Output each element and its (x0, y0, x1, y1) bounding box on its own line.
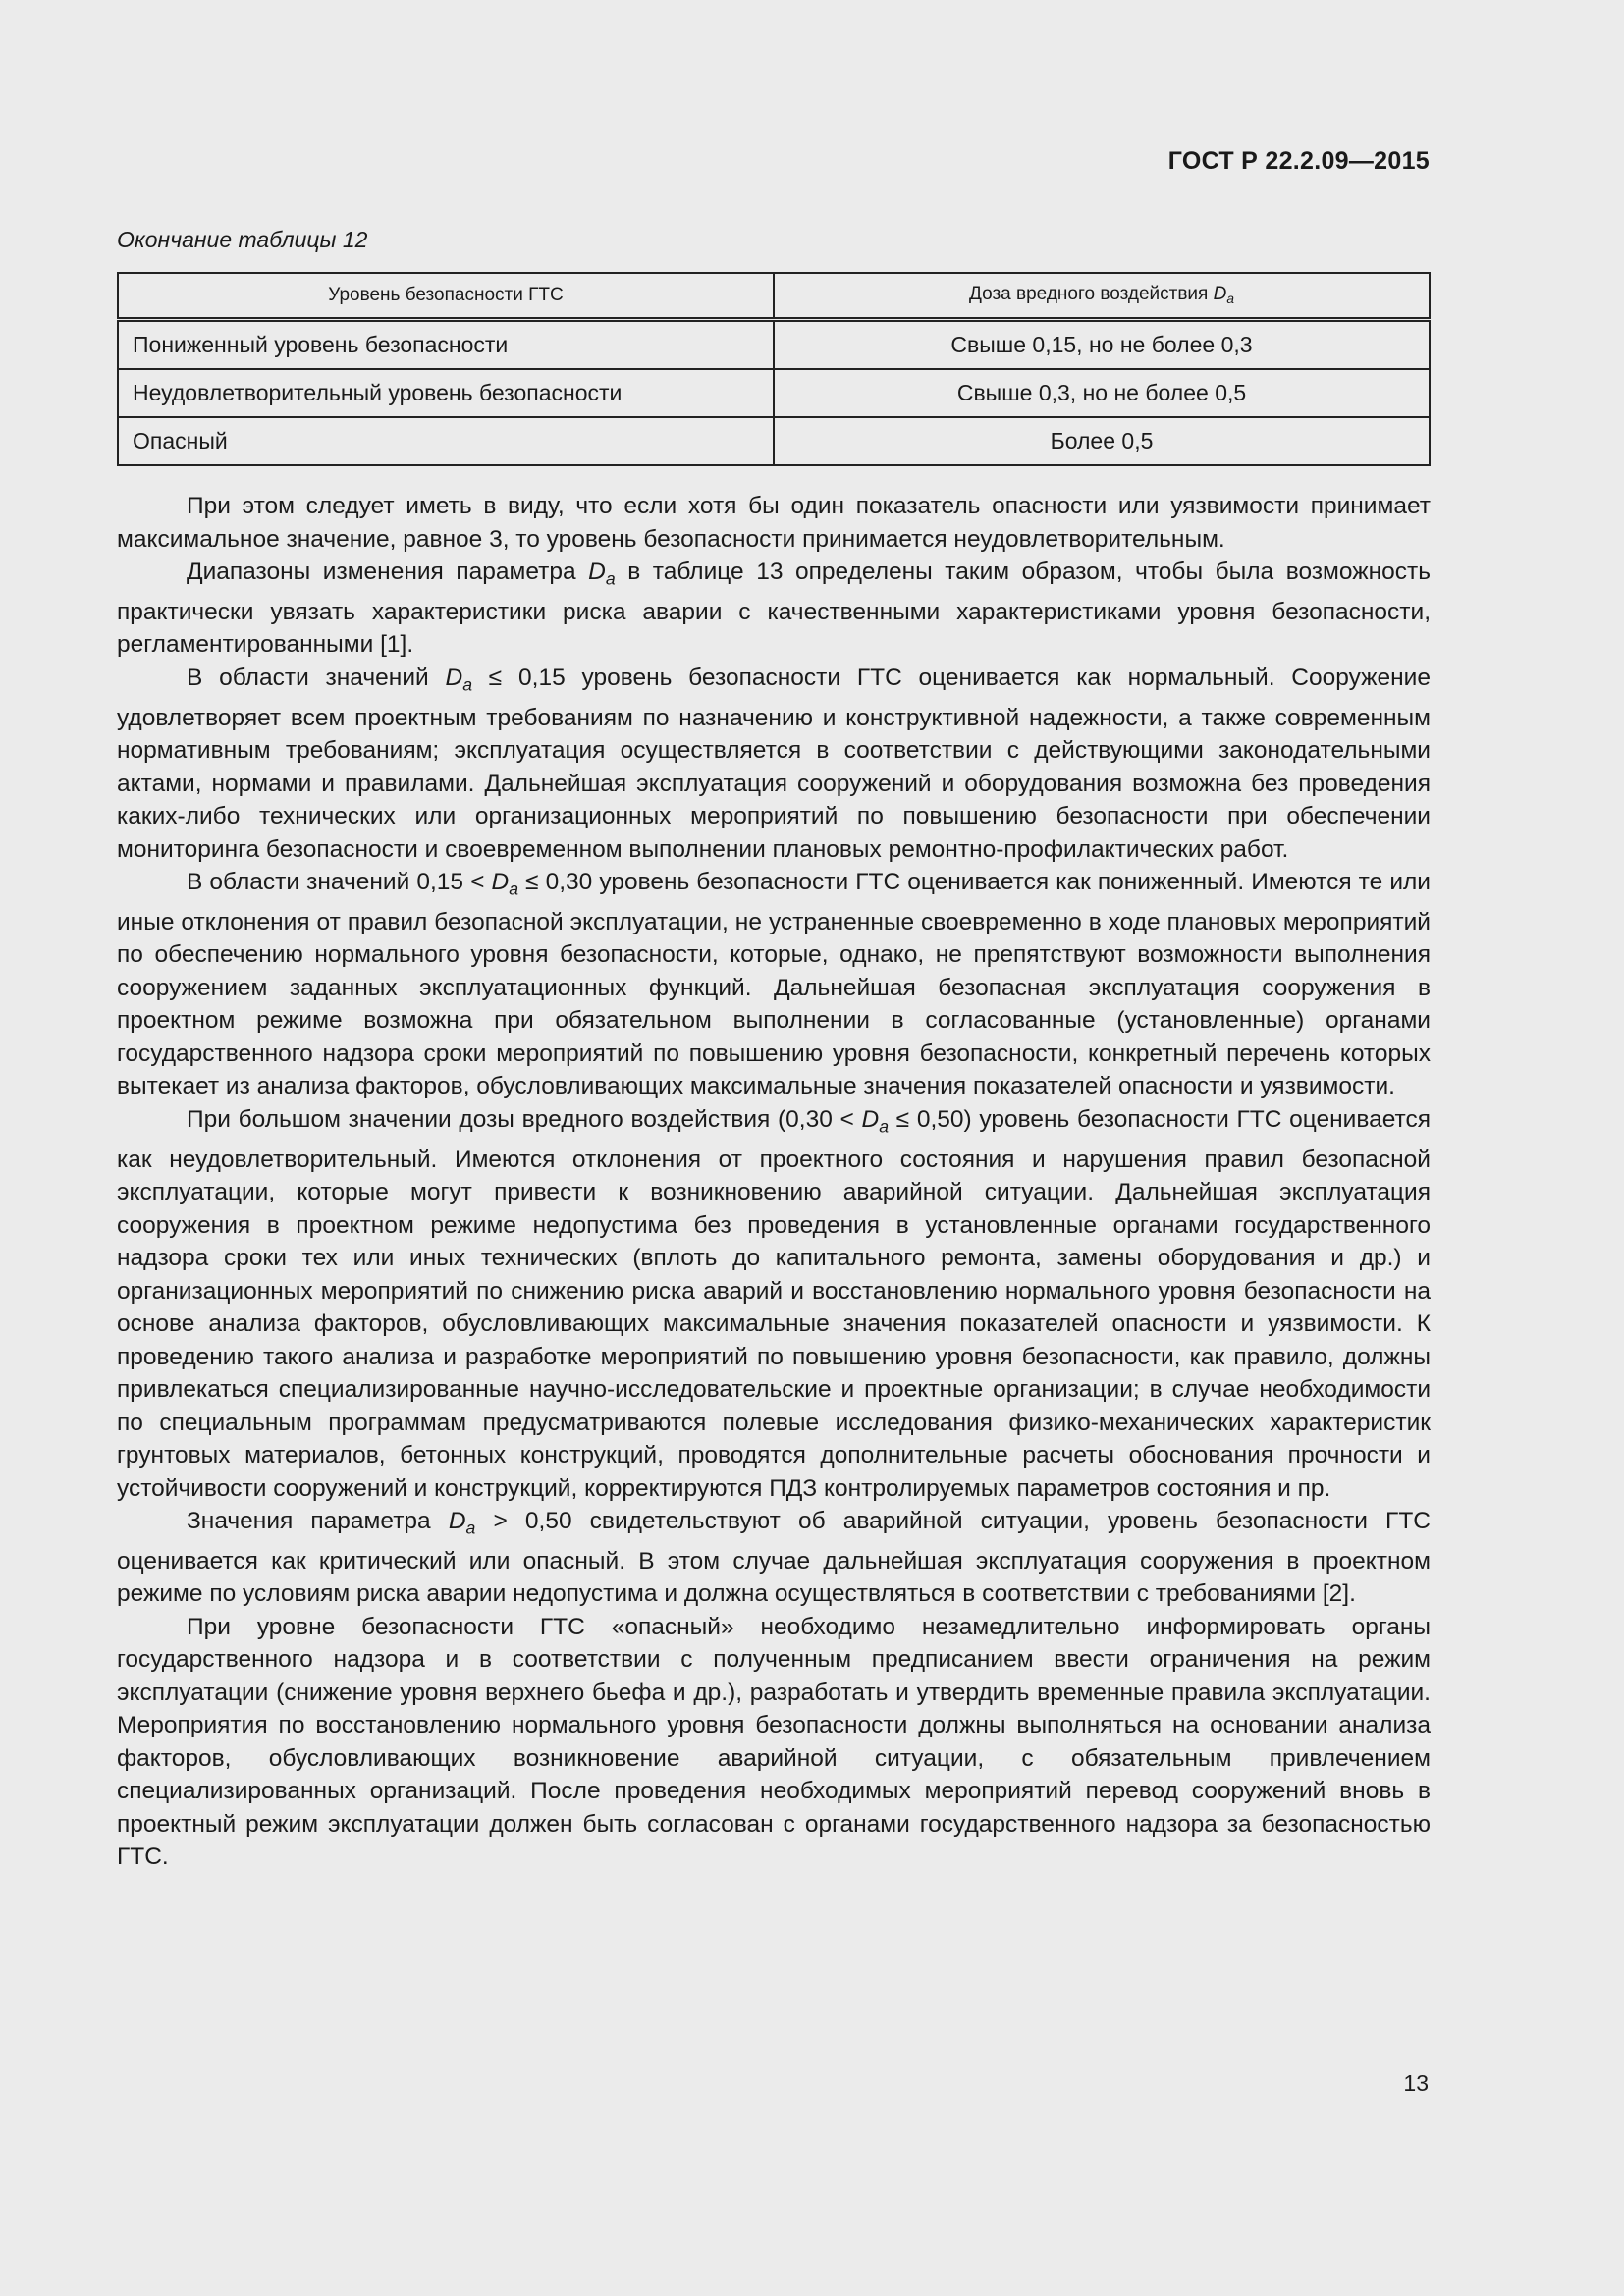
paragraph-6-text-a: Значения параметра (187, 1508, 449, 1535)
paragraph-2-text-b: в таблице 13 определены таким образом, чтобы была возможность практически увязать характеристики риска аварии с качественными характеристиками уровня безопасности, регламентированными [1]. (117, 559, 1431, 659)
paragraph-4-text-a: В области значений 0,15 < (187, 869, 492, 896)
param-symbol: D (861, 1105, 880, 1133)
paragraph-3 (117, 662, 1431, 866)
paragraph-4-text-b: ≤ 0,30 уровень безопасности ГТС оценивается как пониженный. Имеются те или иные отклонения от правил безопасной эксплуатации, не устраненные своевременно в ходе плановых мероприятий по обеспечению нормального уровня безопасности, которые, однако, не препятствуют возможности выполнения сооружением заданных эксплуатационных функций. Дальнейшая безопасная эксплуатация сооружения в проектном режиме возможна при обязательном выполнении в согласованные (установленные) органами государственного надзора сроки мероприятий по повышению уровня безопасности, конкретный перечень которых вытекает из анализа факторов, обусловливающих максимальные значения показателей опасности и уязвимости. (117, 869, 1431, 1100)
paragraph-1 (117, 490, 1431, 556)
paragraph-5-text-b: ≤ 0,50) уровень безопасности ГТС оценивается как неудовлетворительный. Имеются отклонения от проектного состояния и нарушения правил безопасной эксплуатации, которые могут привести к возникновению аварийной ситуации. Дальнейшая эксплуатация сооружения в проектном режиме недопустима без проведения в установленные органами государственного надзора сроки тех или иных технических (вплоть до капитального ремонта, замены оборудования и др.) и организационных мероприятий по снижению риска аварий и восстановлению нормального уровня безопасности на основе анализа факторов, обусловливающих максимальные значения показателей опасности и уязвимости. К проведению такого анализа и разработке мероприятий по повышению уровня безопасности, как правило, должны привлекаться специализированные научно-исследовательские и проектные организации; в случае необходимости по специальным программам предусматриваются полевые исследования физико-механических характеристик грунтовых материалов, бетонных конструкций, проводятся дополнительные расчеты обоснования прочности и устойчивости сооружений и конструкций, корректируются ПДЗ контролируемых параметров состояния и пр. (117, 1105, 1431, 1502)
param-subscript: a (509, 879, 518, 899)
row-dose-cell: Более 0,5 (774, 417, 1430, 465)
param-subscript: a (462, 674, 472, 695)
paragraph-7-text: При уровне безопасности ГТС «опасный» необходимо незамедлительно информировать органы государственного надзора и в соответствии с полученным предписанием ввести ограничения на режим эксплуатации (снижение уровня верхнего бьефа и др.), разработать и утвердить временные правила эксплуатации. Мероприятия по восстановлению нормального уровня безопасности должны выполняться на основании анализа факторов, обусловливающих возникновение аварийной ситуации, с обязательным привлечением специализированных организаций. После проведения необходимых мероприятий перевод сооружений вновь в проектный режим эксплуатации должен быть согласован с органами государственного надзора за безопасностью ГТС. (117, 1613, 1431, 1871)
param-subscript: a (465, 1518, 476, 1538)
param-symbol: D (588, 559, 606, 585)
paragraph-2 (117, 556, 1431, 662)
param-subscript: a (879, 1116, 890, 1137)
table-caption: Окончание таблицы 12 (117, 227, 368, 252)
paragraph-3-text-a: В области значений (187, 664, 446, 691)
param-symbol: D (445, 664, 463, 691)
paragraph-6 (117, 1505, 1431, 1611)
paragraph-5-text-a: При большом значении дозы вредного воздействия (0,30 < (187, 1105, 862, 1133)
table-header-row (118, 273, 1430, 320)
table-row (118, 369, 1430, 417)
paragraph-6-text-b: > 0,50 свидетельствуют об аварийной ситуации, уровень безопасности ГТС оценивается как критический или опасный. В этом случае дальнейшая эксплуатация сооружения в проектном режиме по условиям риска аварии недопустима и должна осуществляться в соответствии с требованиями [2]. (117, 1508, 1431, 1608)
paragraph-3-text-b: ≤ 0,15 уровень безопасности ГТС оценивается как нормальный. Сооружение удовлетворяет всем проектным требованиям по назначению и конструктивной надежности, а также современным нормативным требованиям; эксплуатация осуществляется в соответствии с действующими законодательными актами, нормами и правилами. Дальнейшая эксплуатация сооружений и оборудования возможна без проведения каких-либо технических или организационных мероприятий по повышению безопасности при обеспечении мониторинга безопасности и своевременном выполнении плановых ремонтно-профилактических работ. (117, 664, 1431, 863)
dose-symbol: D (1213, 284, 1227, 305)
paragraph-7 (117, 1611, 1431, 1874)
table-row (118, 320, 1430, 370)
row-level-cell: Пониженный уровень безопасности (118, 320, 774, 370)
param-symbol: D (491, 869, 510, 896)
param-subscript: a (605, 568, 616, 589)
column-header-level: Уровень безопасности ГТС (118, 273, 774, 320)
body-text (117, 490, 1431, 1874)
column-header-dose (774, 273, 1430, 320)
paragraph-2-text-a: Диапазоны изменения параметра (187, 559, 589, 585)
safety-level-table (117, 272, 1431, 466)
page-number: 13 (1403, 2070, 1429, 2096)
row-dose-cell: Свыше 0,3, но не более 0,5 (774, 369, 1430, 417)
safety-level-table-wrap (117, 272, 1431, 466)
dose-subscript: a (1226, 292, 1234, 307)
param-symbol: D (448, 1508, 466, 1535)
row-dose-cell: Свыше 0,15, но не более 0,3 (774, 320, 1430, 370)
dose-header-text: Доза вредного воздействия (969, 284, 1209, 305)
paragraph-1-text: При этом следует иметь в виду, что если хотя бы один показатель опасности или уязвимости принимает максимальное значение, равное 3, то уровень безопасности принимается неудовлетворительным. (117, 493, 1431, 553)
standard-code: ГОСТ Р 22.2.09—2015 (1167, 147, 1430, 175)
row-level-cell: Опасный (118, 417, 774, 465)
paragraph-4 (117, 866, 1431, 1103)
table-row (118, 417, 1430, 465)
paragraph-5 (117, 1103, 1431, 1505)
row-level-cell: Неудовлетворительный уровень безопасности (118, 369, 774, 417)
